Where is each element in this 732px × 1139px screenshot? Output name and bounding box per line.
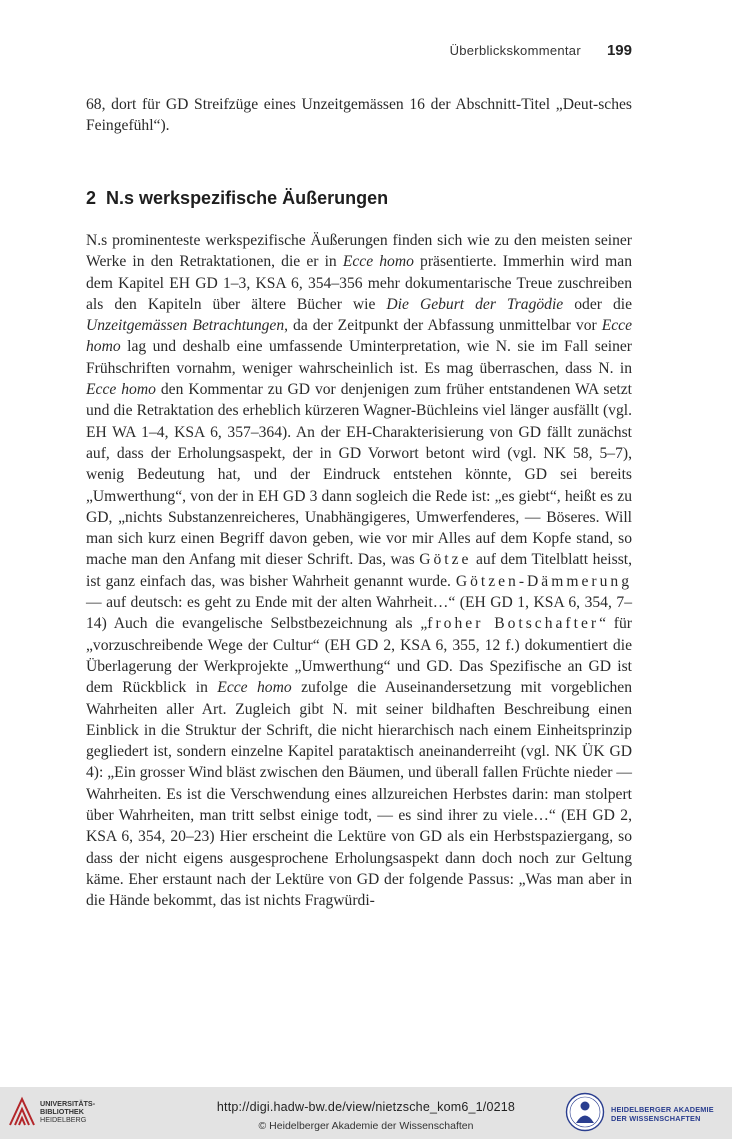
page-number: 199 [606,42,632,59]
italic-title-segment: Ecce homo [86,381,156,399]
text-segment: auf dem Titelblatt heisst, ist ganz einfach das, was bisher Wahrheit genannt wurde. [86,551,632,590]
library-name-line-2: BIBLIOTHEK [40,1107,84,1117]
footer-bar [0,1087,732,1139]
academy-name [611,1105,714,1123]
text-segment: , da der Zeitpunkt der Abfassung unmittelbar vor [284,317,602,335]
main-text [86,230,632,912]
lead-paragraph [86,94,632,137]
italic-title-segment: Ecce homo [86,317,632,356]
italic-title-segment: Ecce homo [217,679,292,697]
spaced-quote-segment: Götzen-Dämmerung [455,572,632,590]
text-segment: zufolge die Auseinandersetzung mit vorgeblichen Wahrheiten aller Art. Zugleich gibt N. mit seiner bildhaften Beschreibung einen Einblick in die Struktur der Schrift, die nicht hierarchisch nach einem Einheitsprinzip gegliedert ist, sondern einzelne Kapitel parataktisch aneinanderreiht (vgl. NK ÜK GD 4): „Ein grosser Wind bläst zwischen den Bäumen, und überall fallen Früchte nieder — Wahrheiten. Es ist die Verschwendung eines allzureichen Herbstes darin: man stolpert über Wahrheiten, man tritt selbst einige todt, — es sind ihrer zu viele…“ (EH GD 2, KSA 6, 354, 20–23) Hier erscheint die Lektüre von GD als ein Herbstspaziergang, so dass der nicht eigens ausgesprochene Erholungsaspekt dann doch noch zur Geltung käme. Eher erstaunt nach der Lektüre von GD der folgende Passus: „Was man aber in die Hände bekommt, das ist nichts Fragwürdi- [86,679,632,910]
main-paragraph [86,230,632,912]
copyright-notice: © Heidelberger Akademie der Wissenschaften [258,1120,474,1132]
italic-title-segment: Die Geburt der Tragödie [386,295,564,313]
academy-name-line-1: HEIDELBERGER AKADEMIE [611,1105,714,1114]
italic-title-segment: Unzeitgemässen Betrachtungen [86,317,285,335]
section-number: 2 [86,188,97,208]
lead-text: 68, dort für GD Streifzüge eines Unzeitgemässen 16 der Abschnitt-Titel „Deut-sches Feingefühl“). [86,96,632,135]
text-segment: N.s prominenteste werkspezifische Äußerungen finden sich wie zu den meisten seiner Werke in den Retraktationen, die er in [86,232,632,271]
library-name-line-3: HEIDELBERG [40,1115,87,1125]
text-segment: “ für „vorzuschreibende Wege der Cultur“ (EH GD 2, KSA 6, 355, 12 f.) dokumentiert die Überlagerung der Werkprojekte „Umwerthung“ und GD. Das Spezifische an GD ist dem Rückblick in [86,615,632,697]
running-header [86,42,632,59]
section-heading [86,188,388,209]
text-segment: oder die [563,295,632,313]
text-segment: den Kommentar zu GD vor denjenigen zum früher entstandenen WA setzt und die Retraktation des erheblich kürzeren Wagner-Büchleins viel länger ausfällt (vgl. EH WA 1–4, KSA 6, 357–364). An der EH-Charakterisierung von GD fällt zunächst auf, dass der Erholungsaspekt, der in GD Vorwort betont wird (vgl. NK 58, 5–7), wenig Bedeutung hat, und der Eindruck entstehen könnte, GD sei bereits „Umwerthung“, von der in EH GD 3 dann sogleich die Rede ist: „es giebt“, heißt es zu GD, „nichts Substanzenreicheres, Unabhängigeres, Umwerfenderes, — Böseres. Will man sich kurz einen Begriff davon geben, wie vor mir Alles auf dem Kopfe stand, so mache man den Anfang mit dieser Schrift. Das, was [86,381,632,569]
spaced-quote-segment: froher Botschafter [427,615,600,633]
italic-title-segment: Ecce homo [342,253,414,271]
academy-name-line-2: DER WISSENSCHAFTEN [611,1114,701,1123]
spaced-quote-segment: Götze [419,551,472,569]
text-segment: — auf deutsch: es geht zu Ende mit der alten Wahrheit…“ (EH GD 1, KSA 6, 354, 7–14) Auch die evangelische Selbstbezeichnung als „ [86,594,632,633]
running-title: Überblickskommentar [449,43,581,58]
text-segment: lag und deshalb eine umfassende Uminterpretation, wie N. sie im Fall seiner Frühschriften vornahm, weniger wahrscheinlich ist. Es mag überraschen, dass N. in [86,338,632,377]
text-segment: präsentierte. Immerhin wird man dem Kapitel EH GD 1–3, KSA 6, 354–356 mehr dokumentarische Treue zuschreiben als den Kapiteln über ältere Bücher wie [86,253,632,313]
library-name-line-1: UNIVERSITÄTS- [40,1099,96,1108]
section-title-text: N.s werkspezifische Äußerungen [106,188,389,208]
source-url-link[interactable]: http://digi.hadw-bw.de/view/nietzsche_kom6_1/0218 [216,1100,516,1114]
hadw-seal-icon [565,1092,605,1132]
